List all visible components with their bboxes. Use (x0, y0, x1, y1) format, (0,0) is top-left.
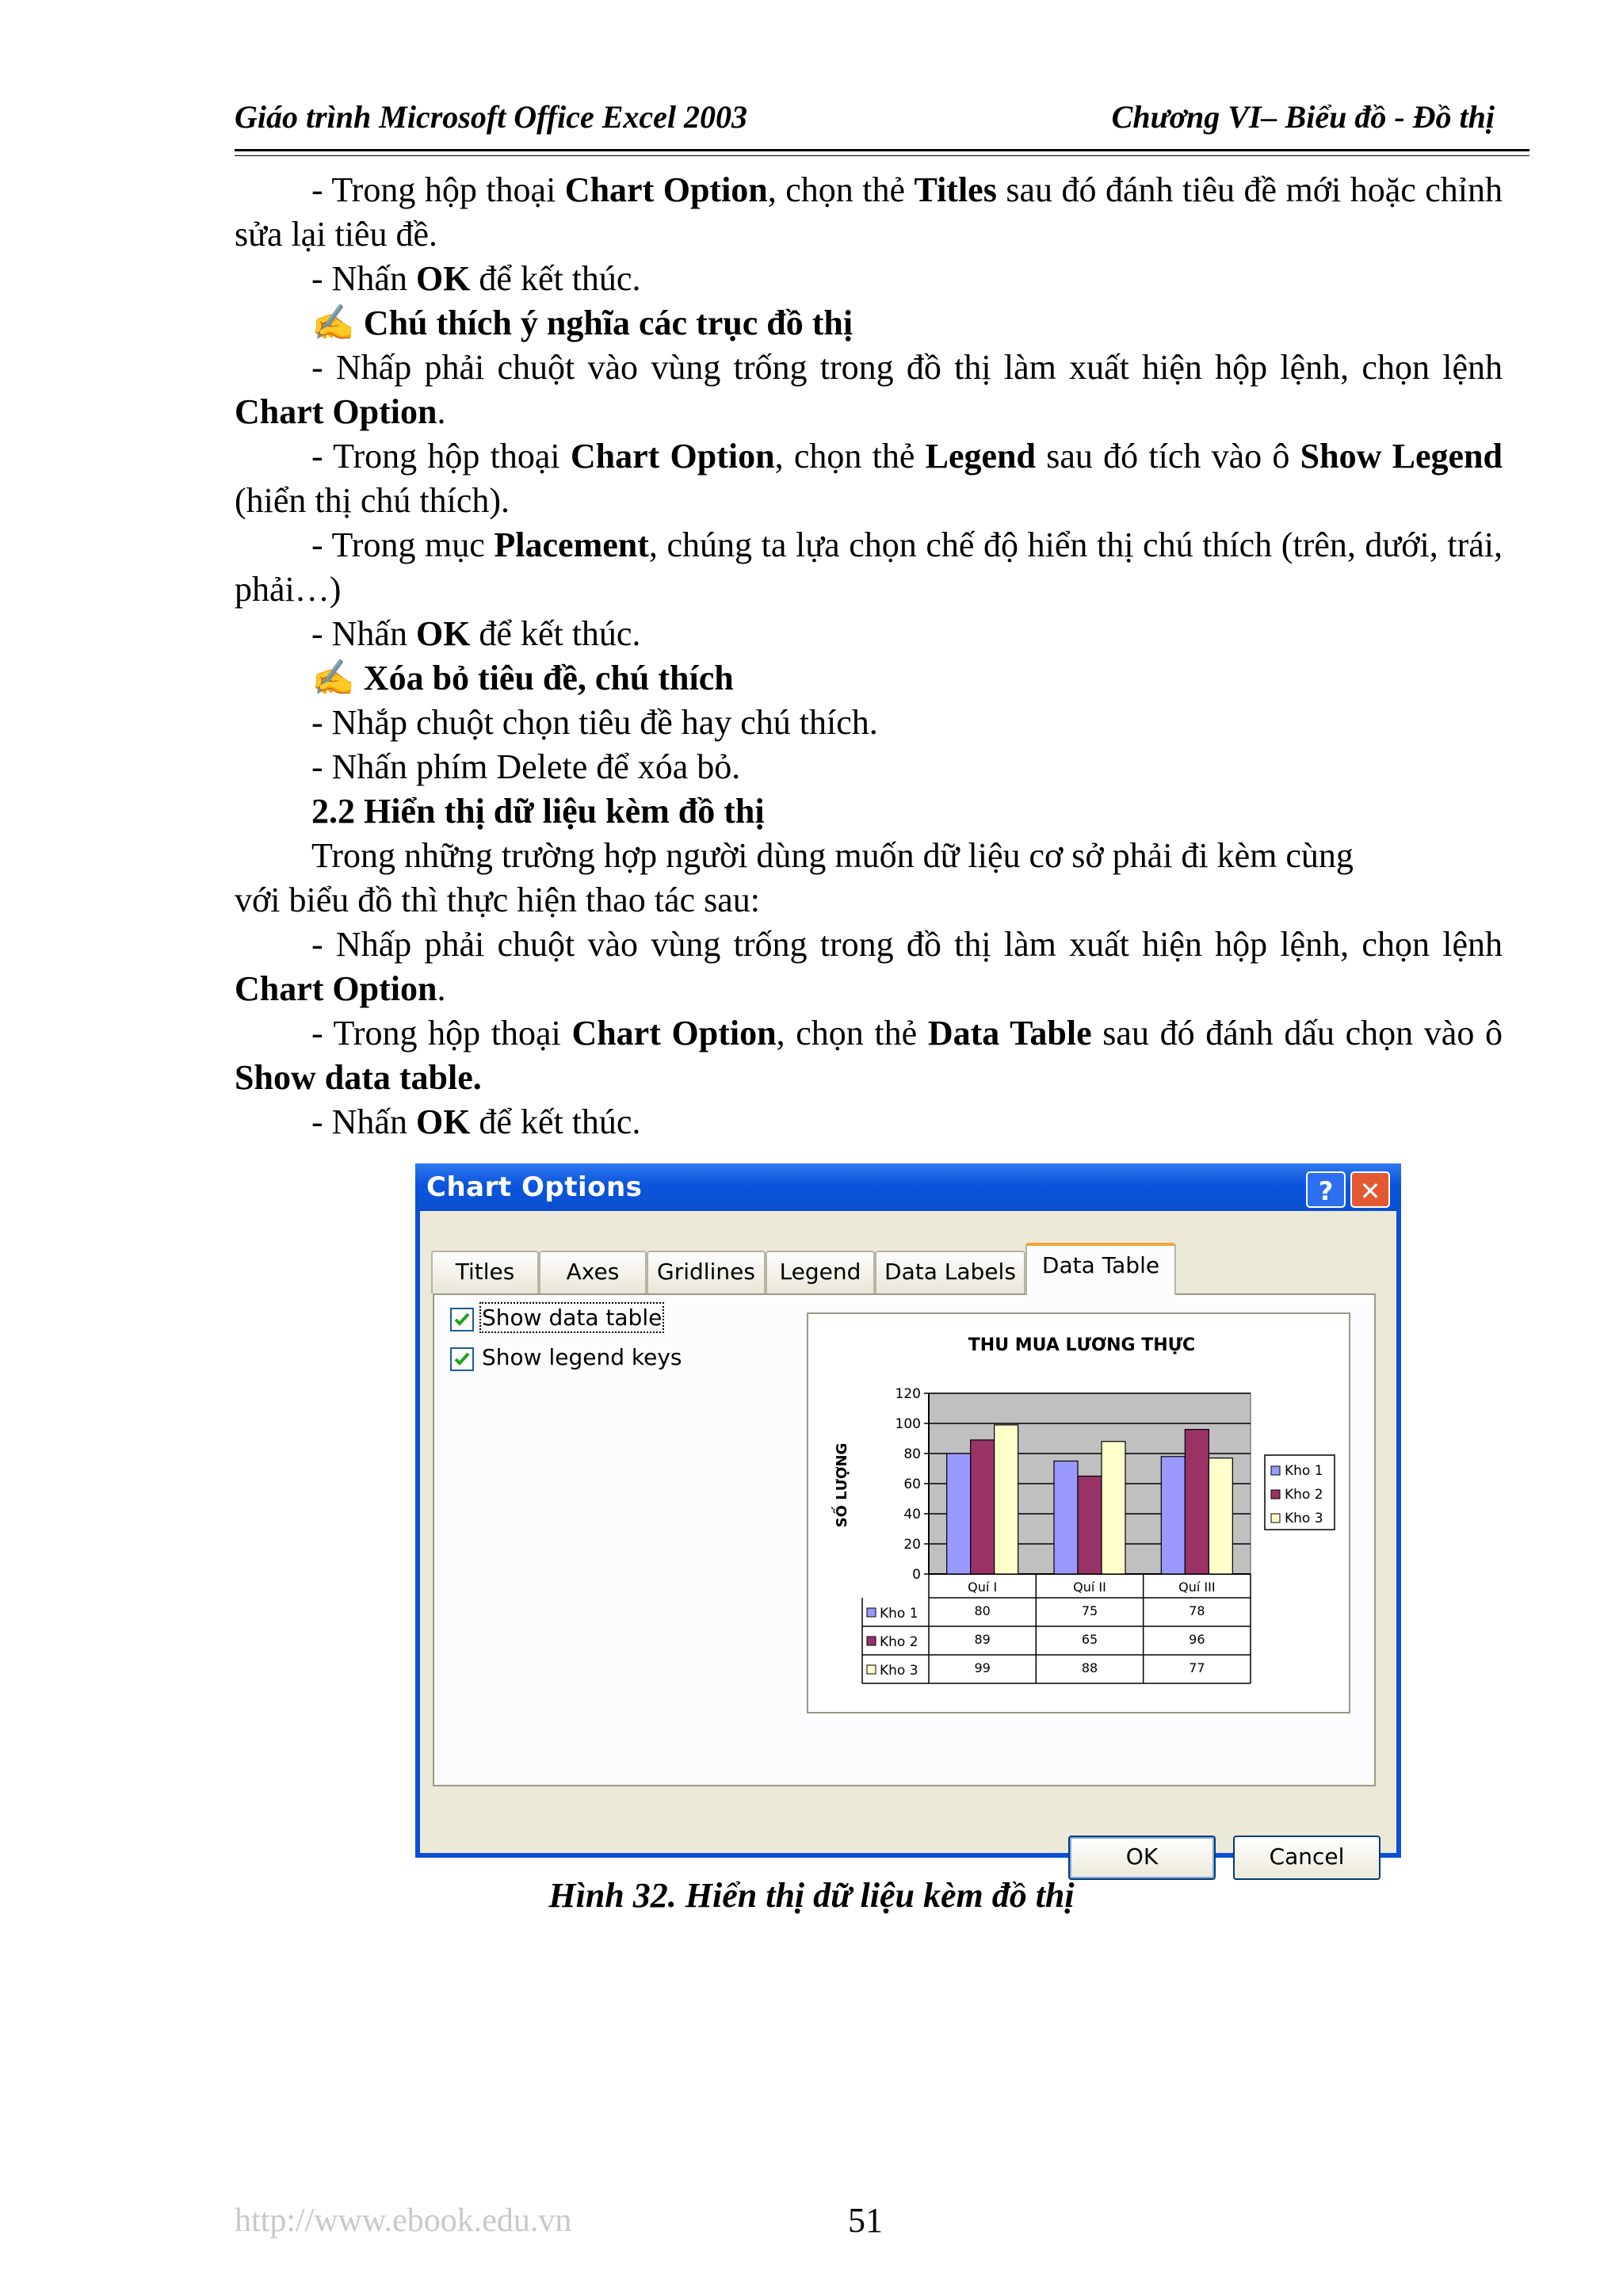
table-cell: 80 (974, 1603, 991, 1618)
legend-label: Kho 3 (1285, 1511, 1323, 1526)
paragraph: - Nhắp chuột chọn tiêu đề hay chú thích. (311, 703, 878, 742)
table-cell: 99 (974, 1660, 991, 1675)
paragraph: - Trong mục Placement, chúng ta lựa chọn chế độ hiển thị chú thích (trên, dưới, trái, phải…) (235, 525, 1503, 609)
paragraph-line: với biểu đồ thì thực hiện thao tác sau: (235, 881, 760, 919)
y-tick-label: 100 (895, 1416, 921, 1432)
y-tick-label: 40 (903, 1507, 921, 1522)
y-tick-label: 20 (903, 1537, 921, 1553)
tab-panel (433, 1293, 1376, 1786)
body-text (235, 168, 1503, 1144)
tab-data-labels[interactable]: Data Labels (875, 1251, 1025, 1293)
table-legend-key (867, 1665, 876, 1674)
ok-button[interactable]: OK (1068, 1836, 1216, 1880)
paragraph: - Nhấn phím Delete để xóa bỏ. (311, 747, 741, 786)
paragraph: - Trong hộp thoại Chart Option, chọn thẻ Data Table sau đó đánh dấu chọn vào ô Show data table. (235, 1014, 1503, 1097)
header-book-title: Giáo trình Microsoft Office Excel 2003 (235, 99, 748, 135)
legend-label: Kho 2 (1285, 1487, 1323, 1503)
y-tick-label: 120 (895, 1386, 921, 1402)
table-cell: 88 (1081, 1660, 1098, 1675)
table-legend-key (867, 1608, 876, 1617)
tab-legend[interactable]: Legend (766, 1251, 875, 1293)
figure-caption: Hình 32. Hiển thị dữ liệu kèm đồ thị (548, 1876, 1075, 1915)
tab-gridlines[interactable]: Gridlines (647, 1251, 766, 1293)
bar-kho-1-2 (1054, 1461, 1078, 1575)
section-heading: 2.2 Hiển thị dữ liệu kèm đồ thị (311, 792, 765, 831)
bar-kho-3-1 (995, 1425, 1018, 1574)
paragraph: - Trong hộp thoại Chart Option, chọn thẻ Legend sau đó tích vào ô Show Legend (hiển thị chú thích). (235, 437, 1503, 520)
tab-data-table[interactable]: Data Table (1025, 1243, 1176, 1295)
x-tick-label: Quí I (968, 1580, 998, 1595)
chart-svg (808, 1314, 1349, 1712)
pencil-icon: ✍ (311, 304, 364, 342)
bar-kho-1-3 (1161, 1457, 1185, 1574)
show-legend-keys-label[interactable]: Show legend keys (482, 1344, 682, 1370)
y-tick-label: 60 (903, 1477, 921, 1492)
dialog-title: Chart Options (426, 1171, 643, 1203)
paragraph: - Nhấp phải chuột vào vùng trống trong đồ thị làm xuất hiện hộp lệnh, chọn lệnh Chart Option. (235, 348, 1503, 431)
paragraph: - Nhấn OK để kết thúc. (311, 1102, 641, 1141)
dialog-client (420, 1211, 1396, 1870)
page-number: 51 (848, 2201, 883, 2240)
table-cell: 75 (1081, 1603, 1098, 1618)
subheading-legend: ✍ Chú thích ý nghĩa các trục đồ thị (311, 304, 854, 342)
help-button[interactable]: ? (1306, 1171, 1346, 1208)
table-cell: 78 (1189, 1603, 1205, 1618)
bar-kho-3-3 (1209, 1458, 1232, 1574)
table-cell: 89 (974, 1632, 991, 1647)
paragraph: - Trong hộp thoại Chart Option, chọn thẻ Titles sau đó đánh tiêu đề mới hoặc chỉnh sửa lại tiêu đề. (235, 170, 1503, 254)
table-cell: 96 (1189, 1632, 1205, 1647)
pencil-icon: ✍ (311, 659, 364, 697)
y-axis-label: SỐ LƯỢNG (834, 1442, 850, 1528)
table-row-label: Kho 2 (880, 1634, 918, 1650)
bar-kho-3-2 (1102, 1442, 1125, 1574)
legend-label: Kho 1 (1285, 1463, 1323, 1479)
y-tick-label: 80 (903, 1446, 921, 1462)
table-row-label: Kho 3 (880, 1663, 918, 1679)
x-tick-label: Quí II (1073, 1580, 1106, 1595)
legend-key (1271, 1466, 1280, 1475)
table-legend-key (867, 1637, 876, 1645)
checkmark-icon (453, 1311, 471, 1328)
paragraph: - Nhấn OK để kết thúc. (311, 614, 641, 653)
bar-kho-1-1 (947, 1454, 971, 1574)
bar-kho-2-1 (971, 1440, 995, 1574)
tab-titles[interactable]: Titles (431, 1251, 539, 1293)
tab-axes[interactable]: Axes (539, 1251, 647, 1293)
cancel-button[interactable]: Cancel (1233, 1836, 1381, 1880)
bar-kho-2-2 (1078, 1477, 1102, 1575)
chart-title: THU MUA LƯƠNG THỰC (968, 1335, 1196, 1355)
chart-options-dialog (415, 1163, 1401, 1870)
page-header (235, 94, 1529, 151)
y-tick-label: 0 (912, 1567, 921, 1583)
dialog-titlebar[interactable] (415, 1163, 1401, 1211)
paragraph: - Nhấn OK để kết thúc. (311, 259, 641, 298)
paragraph-line: Trong những trường hợp người dùng muốn dữ liệu cơ sở phải đi kèm cùng (311, 836, 1354, 875)
footer-link[interactable]: http://www.ebook.edu.vn (235, 2202, 572, 2239)
x-tick-label: Quí III (1178, 1580, 1216, 1595)
show-data-table-checkbox[interactable] (450, 1308, 474, 1331)
legend-key (1271, 1490, 1280, 1499)
checkmark-icon (453, 1350, 471, 1368)
subheading-delete: ✍ Xóa bỏ tiêu đề, chú thích (311, 659, 734, 697)
show-legend-keys-checkbox[interactable] (450, 1347, 474, 1371)
chart-preview (807, 1312, 1350, 1713)
show-data-table-label[interactable]: Show data table (482, 1305, 663, 1331)
close-button[interactable]: ✕ (1350, 1171, 1390, 1208)
table-cell: 77 (1189, 1660, 1205, 1675)
header-chapter-title: Chương VI– Biểu đồ - Đồ thị (1111, 99, 1495, 135)
table-cell: 65 (1081, 1632, 1098, 1647)
table-row-label: Kho 1 (880, 1606, 918, 1622)
legend-key (1271, 1514, 1280, 1522)
paragraph: - Nhấp phải chuột vào vùng trống trong đồ thị làm xuất hiện hộp lệnh, chọn lệnh Chart Option. (235, 925, 1503, 1008)
bar-kho-2-3 (1185, 1430, 1209, 1574)
